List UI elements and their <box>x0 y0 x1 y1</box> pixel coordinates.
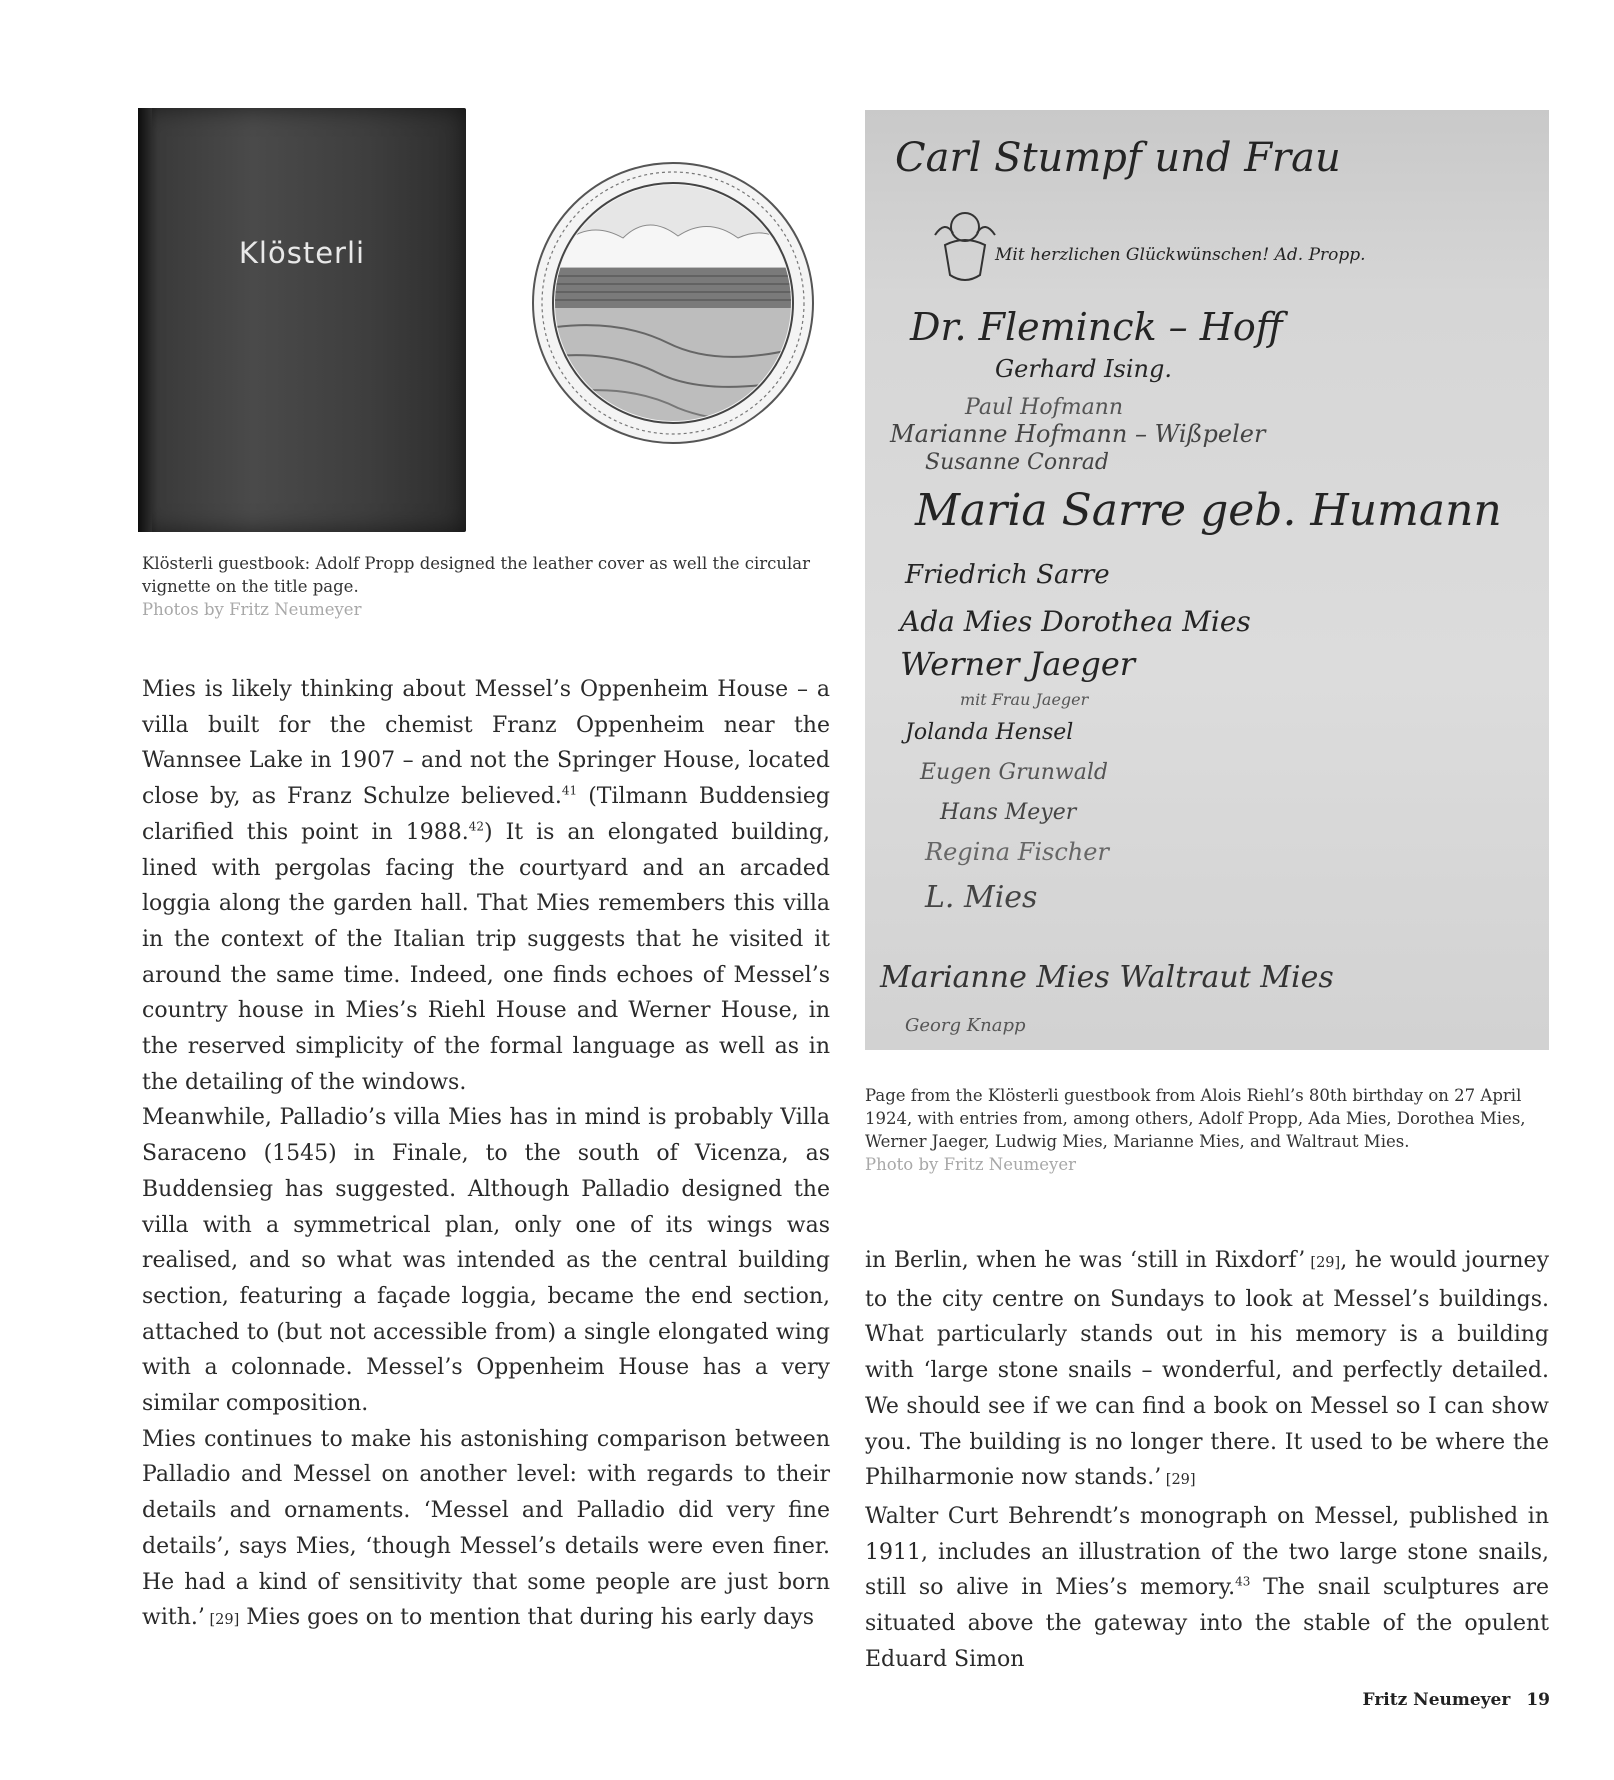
guestbook-cover-photo <box>138 108 466 532</box>
guestbook-signature: mit Frau Jaeger <box>960 690 1089 709</box>
footnote-marker: 41 <box>561 783 578 798</box>
reference-marker: [29] <box>1161 1472 1196 1489</box>
footnote-marker: 43 <box>1235 1575 1251 1589</box>
caption-text: Page from the Klösterli guestbook from Alois Riehl’s 80th birthday on 27 April 1924, with entries from, among others, Adolf Propp, Ada Mies, Dorothea Mies, Werner Jaeger, Ludwig Mies, Marianne Mies, and Waltraut Mies. <box>865 1086 1526 1151</box>
guestbook-signature: Susanne Conrad <box>925 450 1109 475</box>
running-author: Fritz Neumeyer <box>1362 1690 1511 1710</box>
guestbook-signature: Dr. Fleminck – Hoff <box>910 305 1283 349</box>
left-figure-caption <box>142 552 842 621</box>
reference-marker: [29] <box>204 1612 240 1629</box>
paragraph-text: Mies continues to make his astonishing comparison between Palladio and Messel on another level: with regards to their details and ornaments. ‘Messel and Palladio did very fine details’, says Mies, ‘though Messel’s details were even finer. He had a kind of sensitivity that some people are just born with.’ <box>142 1426 830 1631</box>
cherub-drawing-icon <box>925 205 1005 295</box>
paragraph-text: Walter Curt Behrendt’s monograph on Messel, published in 1911, includes an illustration of the two large stone snails, still so alive in Mies’s memory. <box>865 1503 1549 1601</box>
guestbook-signature: Marianne Hofmann – Wißpeler <box>890 420 1266 448</box>
body-paragraph <box>865 1499 1549 1678</box>
guestbook-signature: Maria Sarre geb. Humann <box>915 485 1502 536</box>
right-text-column <box>865 1243 1549 1677</box>
caption-text: Klösterli guestbook: Adolf Propp designed the leather cover as well the circular vignette on the title page. <box>142 554 811 596</box>
cover-spine <box>138 108 152 532</box>
footnote-marker: 42 <box>468 819 484 834</box>
right-figure-caption <box>865 1084 1549 1176</box>
body-paragraph: Meanwhile, Palladio’s villa Mies has in mind is probably Villa Saraceno (1545) in Finale, to the south of Vicenza, as Buddensieg has suggested. Although Palladio designed the villa with a symmetrical plan, only one of its wings was realised, and so what was intended as the central building section, featuring a façade loggia, became the end section, attached to (but not accessible from) a single elongated wing with a colonnade. Messel’s Oppenheim House has a very similar composition. <box>142 1105 830 1417</box>
reference-marker: [29] <box>1305 1255 1341 1271</box>
paragraph-text: Mies is likely thinking about Messel’s Oppenheim House – a villa built for the chemist Franz Oppenheim near the Wannsee Lake in 1907 – and not the Springer House, located close by, as Franz Schulze believed. <box>142 677 830 810</box>
photo-credit: Photos by Fritz Neumeyer <box>142 600 362 619</box>
guestbook-page-photo <box>865 110 1549 1050</box>
paragraph-text: The snail sculptures are situated above the gateway into the stable of the opulent Eduard Simon <box>865 1575 1550 1672</box>
page-number: 19 <box>1526 1690 1550 1710</box>
guestbook-signature: Mit herzlichen Glückwünschen! Ad. Propp. <box>995 245 1366 265</box>
paragraph-text: in Berlin, when he was ‘still in Rixdorf’ <box>865 1248 1306 1273</box>
body-paragraph <box>865 1243 1549 1499</box>
cover-title: Klösterli <box>238 236 366 270</box>
guestbook-signature: Paul Hofmann <box>965 395 1124 420</box>
guestbook-signature: Marianne Mies Waltraut Mies <box>880 960 1334 995</box>
guestbook-signature: L. Mies <box>925 880 1038 915</box>
guestbook-signature: Werner Jaeger <box>900 645 1136 683</box>
body-paragraph <box>142 1422 830 1639</box>
guestbook-signature: Jolanda Hensel <box>905 720 1074 745</box>
guestbook-signature: Gerhard Ising. <box>995 355 1172 383</box>
page-footer <box>1360 1690 1550 1710</box>
paragraph-text: Mies goes on to mention that during his early days <box>239 1605 815 1631</box>
photo-credit: Photo by Fritz Neumeyer <box>865 1155 1076 1174</box>
guestbook-signature: Ada Mies Dorothea Mies <box>900 605 1251 638</box>
paragraph-text: ) It is an elongated building, lined with pergolas facing the courtyard and an arcaded loggia along the garden hall. That Mies remembers this villa in the context of the Italian trip suggests that he visited it around the same time. Indeed, one finds echoes of Messel’s country house in Mies’s Riehl House and Werner House, in the reserved simplicity of the formal language as well as in the detailing of the windows. <box>142 819 831 1095</box>
guestbook-signature: Eugen Grunwald <box>920 760 1108 785</box>
left-text-column <box>142 672 830 1639</box>
guestbook-signature: Hans Meyer <box>940 800 1077 825</box>
guestbook-signature: Carl Stumpf und Frau <box>895 135 1341 181</box>
paragraph-text: , he would journey to the city centre on Sundays to look at Messel’s buildings. What particularly stands out in his memory is a building with ‘large stone snails – wonderful, and perfectly detailed. We should see if we can find a book on Messel so I can show you. The building is no longer there. It used to be where the Philharmonie now stands.’ <box>865 1248 1549 1491</box>
guestbook-signature: Friedrich Sarre <box>905 560 1110 590</box>
paragraph-text: (Tilmann Buddensieg clarified this point in 1988. <box>142 784 831 845</box>
body-paragraph <box>142 672 830 1100</box>
circular-vignette-image <box>528 158 818 448</box>
guestbook-signature: Georg Knapp <box>905 1015 1026 1036</box>
guestbook-signature: Regina Fischer <box>925 838 1109 866</box>
